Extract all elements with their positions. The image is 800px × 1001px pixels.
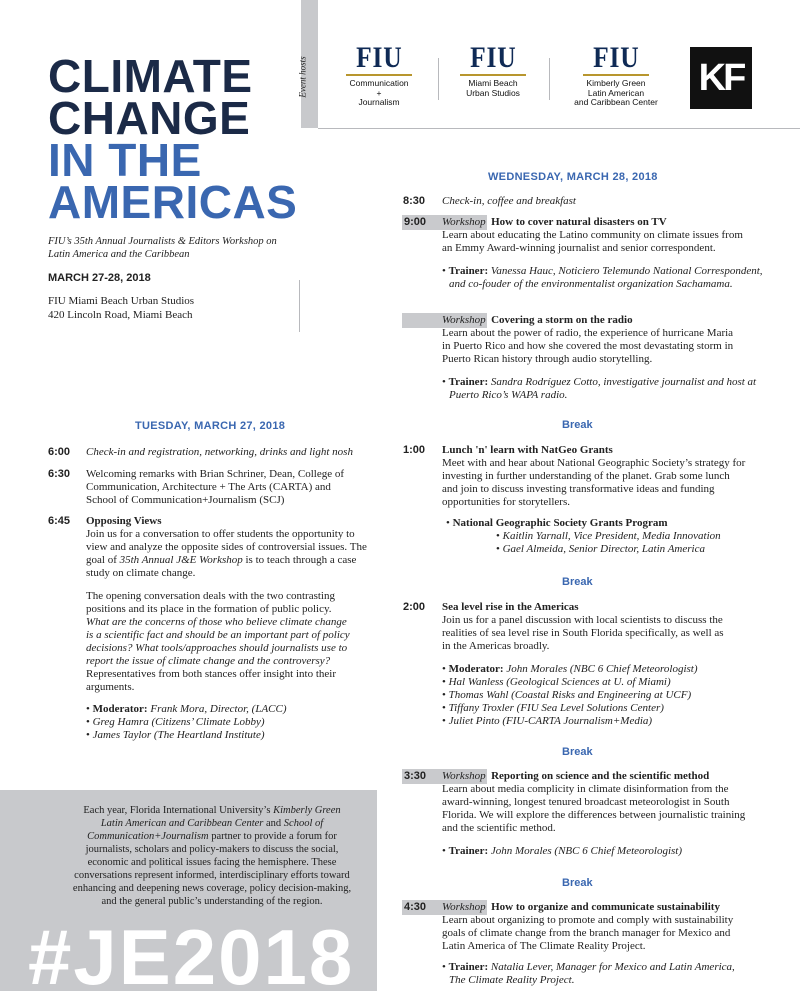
workshop-tag: Workshop [442,770,486,782]
wednesday-header: WEDNESDAY, MARCH 28, 2018 [488,171,658,183]
tue-time-645: 6:45 [48,515,71,527]
tue-time-600: 6:00 [48,446,71,458]
workshop-tag: Workshop [442,901,486,913]
logo-separator [549,58,550,100]
wed-time-830: 8:30 [403,195,426,207]
header-rule [318,128,800,129]
logo-separator [438,58,439,100]
logo-communication-journalism: FIU Communication + Journalism [334,44,424,108]
venue-divider [299,280,300,332]
break-label: Break [562,877,593,889]
kf-logo: KF [690,47,752,109]
session-title: Opposing Views [86,515,162,527]
event-dates: MARCH 27-28, 2018 [48,272,151,284]
wed-time-200: 2:00 [403,601,426,613]
wed-session-science-reporting: Workshop Reporting on science and the scientific method Learn about media complicity in climate disinformation from the award-winning, longest tenured broadcast meteorologist in South Florida. We will explore the differences between journalistic training and the scientific method. • Trainer: John Morales (NBC 6 Chief Meteorologist) [442,770,746,857]
wed-session-storm-radio: Workshop Covering a storm on the radio Learn about the power of radio, the experience of hurricane Maria in Puerto Rico and how she covered the most devastating storm in Puerto Rican history through audio storytelling. • Trainer: Sandra Rodríguez Cotto, investigative journalist and host at Puerto Rico’s WAPA radio. [442,314,757,401]
title-line-4: AMERICAS [48,176,298,228]
subtitle: FIU’s 35th Annual Journalists & Editors Workshop on Latin America and the Caribbean [48,236,277,260]
break-label: Break [562,576,593,588]
panelist-item: • Greg Hamra (Citizens’ Climate Lobby) [86,716,265,728]
moderator-item: • Moderator: Frank Mora, Director, (LACC) [86,703,287,715]
logo-miami-beach-urban-studios: FIU Miami Beach Urban Studios [448,44,538,98]
venue-line-1: FIU Miami Beach Urban Studios [48,295,195,307]
break-label: Break [562,746,593,758]
workshop-tag: Workshop [442,216,486,228]
page-title [48,50,298,228]
wed-time-100: 1:00 [403,444,426,456]
tue-session-welcome: Welcoming remarks with Brian Schriner, Dean, College of Communication, Architecture + The Arts (CARTA) and School of Communication+Journalism (SCJ) [86,468,345,506]
host-label: Event hosts [297,56,308,98]
wed-session-checkin: Check-in, coffee and breakfast [442,195,576,207]
natgeo-program: • National Geographic Society Grants Program • Kaitlin Yarnall, Vice President, Media Innovation • Gael Almeida, Senior Director, Latin America [446,517,721,555]
venue-line-2: 420 Lincoln Road, Miami Beach [48,309,193,321]
wed-time-900: 9:00 [404,216,427,228]
wed-session-natural-disasters: Workshop How to cover natural disasters on TV Learn about educating the Latino community on climate issues from an Emmy Award-winning journalist and senior correspondent. • Trainer: Vanessa Hauc, Noticiero Telemundo National Correspondent, and co-fouder of the environmentalist organization Sachamama. [442,216,763,290]
break-label: Break [562,419,593,431]
tue-session-checkin: Check-in and registration, networking, drinks and light nosh [86,446,353,458]
tuesday-header: TUESDAY, MARCH 27, 2018 [135,420,286,432]
wed-session-natgeo: Lunch 'n' learn with NatGeo Grants Meet with and hear about National Geographic Society’s strategy for investing in further understanding of the planet. Grab some lunch and join to discuss investing transformative ideas and funding opportunities for storytellers. [442,444,746,508]
title-line-2: CHANGE [48,92,251,144]
wed-session-sustainability: Workshop How to organize and communicate sustainability Learn about organizing to promote and comply with sustainability goals of climate change from the branch manager for Mexico and Latin America of The Climate Reality Project. • Trainer: Natalia Lever, Manager for Mexico and Latin America, The Climate Reality Project. [442,901,735,986]
tue-time-630: 6:30 [48,468,71,480]
tue-session-opposing-views: Opposing Views Join us for a conversation to offer students the opportunity to view and analyze the opposite sides of controversial issues. The goal of 35th Annual J&E Workshop is to teach through a case study on climate change. The opening conversation deals with the two contrasting positions and its place in the formation of public policy. What are the concerns of those who believe climate change is a scientific fact and should be an important part of policy decisions? What tools/approaches should journalists use to report the issue of climate change and the controversy? Representatives from both stances offer insight into their arguments. • Moderator: Frank Mora, Director, (LACC) • Greg Hamra (Citizens’ Climate Lobby) • James Taylor (The Heartland Institute) [86,515,386,742]
workshop-tag: Workshop [442,314,486,326]
logo-kimberly-green-center: FIU Kimberly Green Latin American and Caribbean Center [574,41,658,107]
wed-time-330: 3:30 [404,770,427,782]
venue [48,294,194,322]
wed-time-430: 4:30 [404,901,427,913]
title-line-3: IN THE [48,134,202,186]
wed-session-sea-level: Sea level rise in the Americas Join us for a panel discussion with local scientists to discuss the realities of sea level rise in South Florida specifically, as well as in the Americas broadly. • Moderator: John Morales (NBC 6 Chief Meteorologist) • Hal Wanless (Geological Sciences at U. of Miami) • Thomas Wahl (Coastal Risks and Engineering at UCF) • Tiffany Troxler (FIU Sea Level Solutions Center) • Juliet Pinto (FIU-CARTA Journalism+Media) [442,601,724,727]
hashtag: #JE2018 [28,913,355,1001]
intro-text: Each year, Florida International University’s Kimberly Green Latin American and Caribbean Center and School of Communication+Journalism partner to provide a forum for journalists, scholars and policy-makers to discuss the social, economic and political issues facing the hemisphere. These conversations represent informed, interdisciplinary efforts toward enhancing and deepening news coverage, policy decision-making, and the general public’s understanding of the region. [72,805,352,907]
panelist-item: • James Taylor (The Heartland Institute) [86,729,265,741]
title-line-1: CLIMATE [48,50,253,102]
